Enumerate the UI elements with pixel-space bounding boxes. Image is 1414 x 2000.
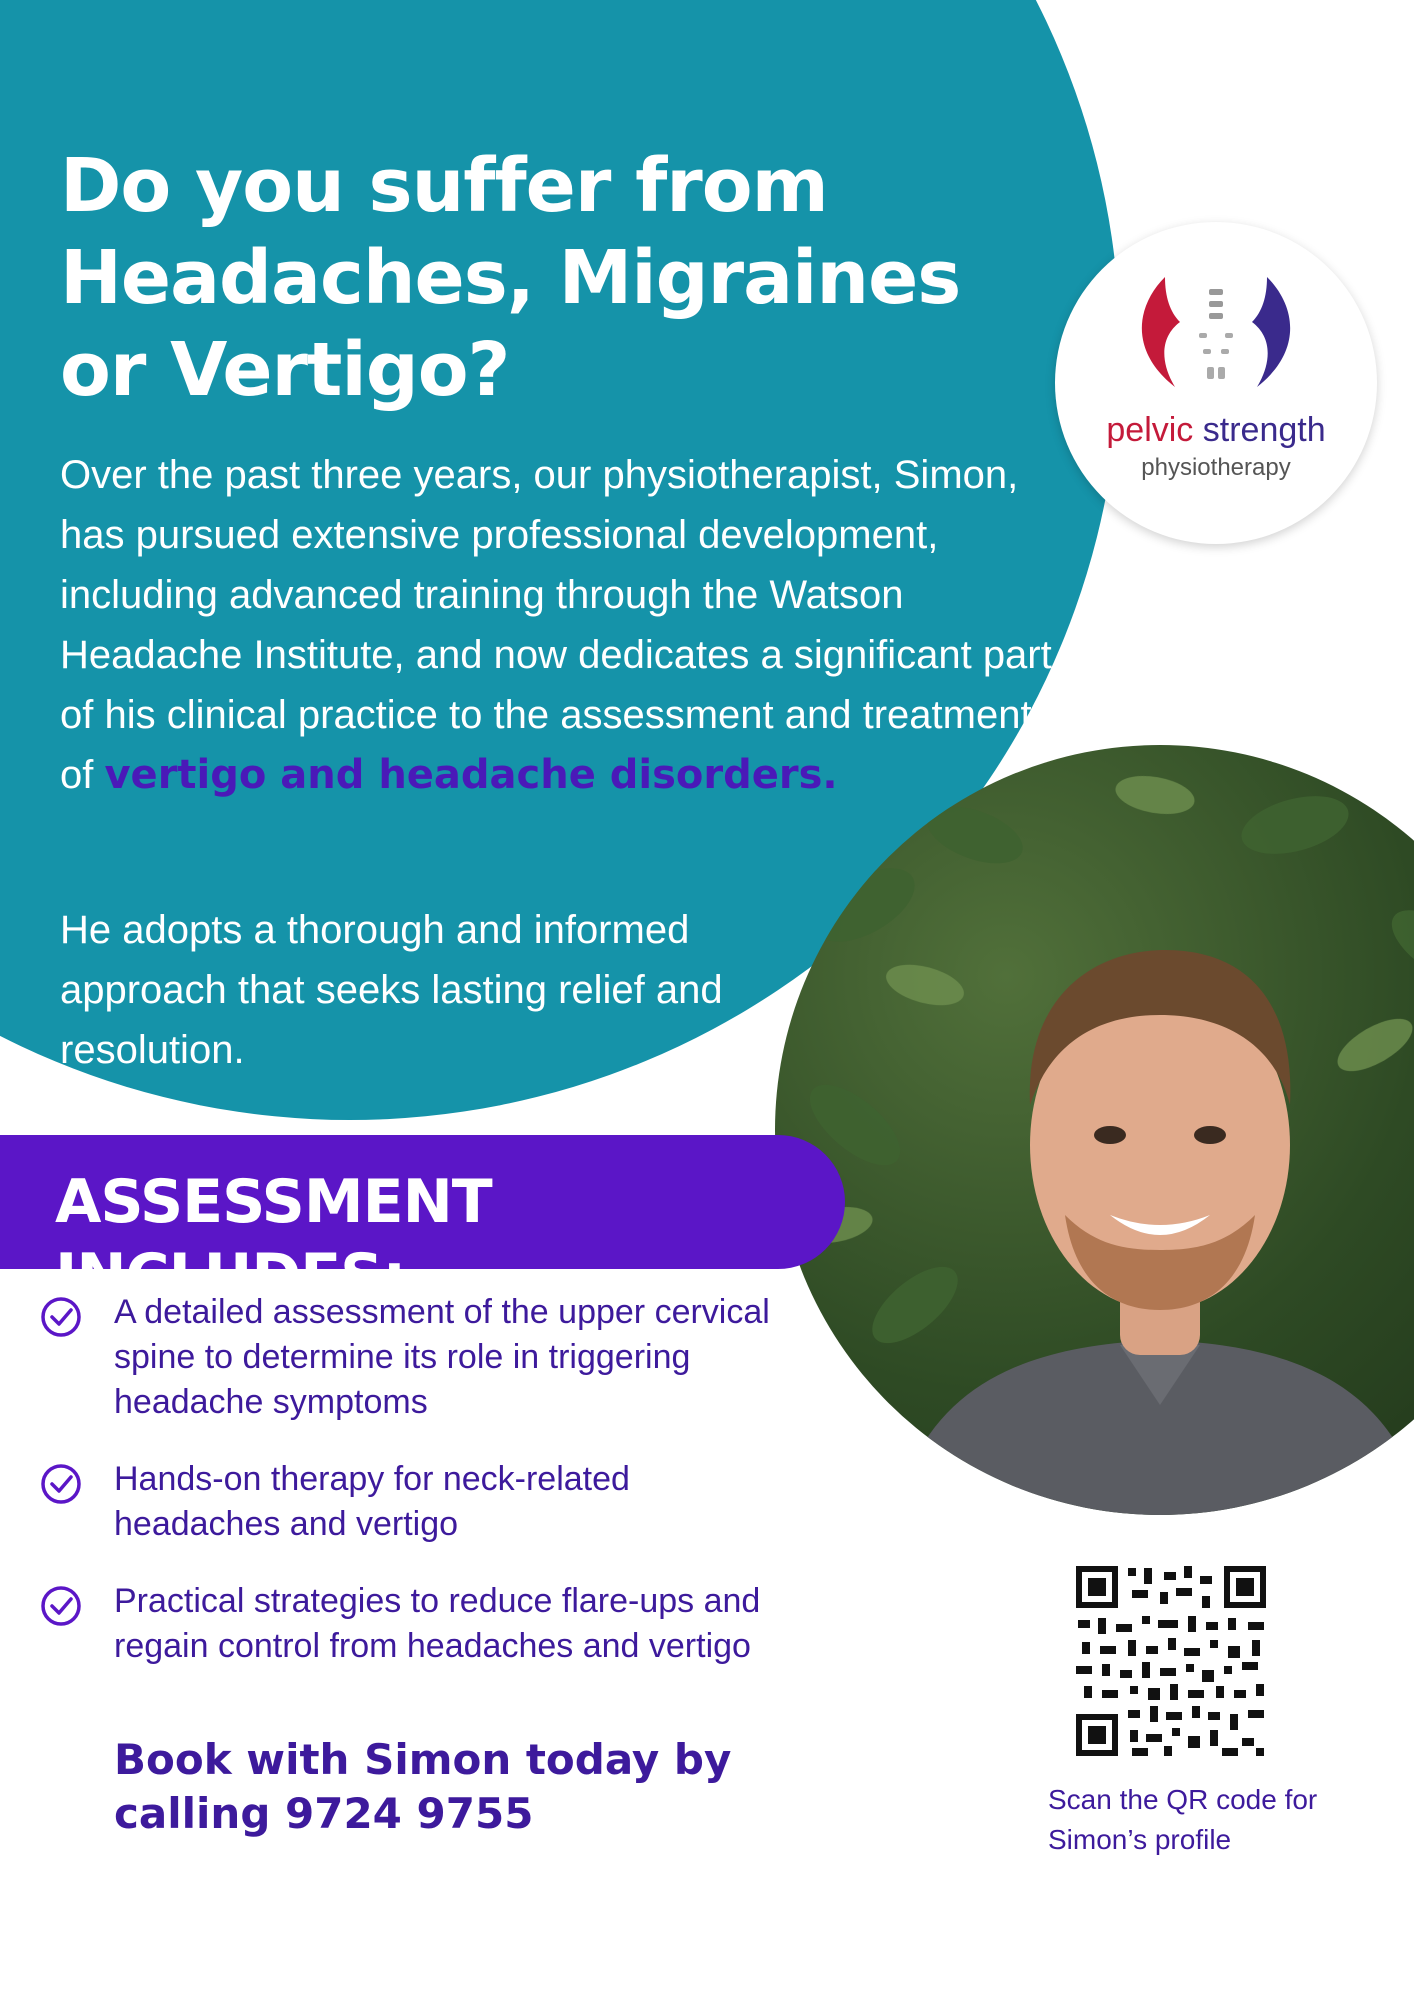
intro-text: Over the past three years, our physiotherapist, Simon, has pursued extensive professional development, including advanced training through the Watson Headache Institute, and now dedicates a significant part of his clinical practice to the assessment and treatment of bbox=[60, 453, 1052, 797]
booking-call-to-action: Book with Simon today by calling 9724 9755 bbox=[114, 1735, 732, 1838]
logo-word-strength: strength bbox=[1202, 411, 1326, 449]
list-item bbox=[40, 1579, 780, 1669]
check-circle-icon bbox=[40, 1585, 82, 1627]
assessment-title: ASSESSMENT INCLUDES: bbox=[55, 1167, 492, 1311]
check-circle-icon bbox=[40, 1296, 82, 1338]
logo-subtitle: physiotherapy bbox=[1141, 454, 1291, 481]
logo-wordmark bbox=[1055, 410, 1377, 450]
intro-highlight: vertigo and headache disorders. bbox=[104, 752, 838, 798]
list-item-text: A detailed assessment of the upper cervical spine to determine its role in triggering headache symptoms bbox=[114, 1293, 770, 1421]
approach-paragraph: He adopts a thorough and informed approach that seeks lasting relief and resolution. bbox=[60, 908, 723, 1072]
assessment-banner bbox=[0, 1135, 845, 1311]
qr-caption: Scan the QR code for Simon’s profile bbox=[1048, 1784, 1318, 1855]
intro-paragraph bbox=[60, 445, 1060, 805]
pelvic-strength-logo bbox=[1055, 222, 1377, 544]
list-item-text: Hands-on therapy for neck-related headaches and vertigo bbox=[114, 1460, 630, 1543]
logo-word-pelvic: pelvic bbox=[1106, 411, 1194, 449]
list-item-text: Practical strategies to reduce flare-ups and regain control from headaches and vertigo bbox=[114, 1582, 761, 1665]
list-item bbox=[40, 1457, 780, 1547]
qr-code-icon[interactable] bbox=[1072, 1562, 1270, 1760]
list-item bbox=[40, 1290, 780, 1425]
headline: Do you suffer from Headaches, Migraines or Vertigo? bbox=[60, 143, 961, 413]
check-circle-icon bbox=[40, 1463, 82, 1505]
pelvis-logo-icon bbox=[1125, 267, 1307, 407]
assessment-list bbox=[40, 1290, 780, 1701]
